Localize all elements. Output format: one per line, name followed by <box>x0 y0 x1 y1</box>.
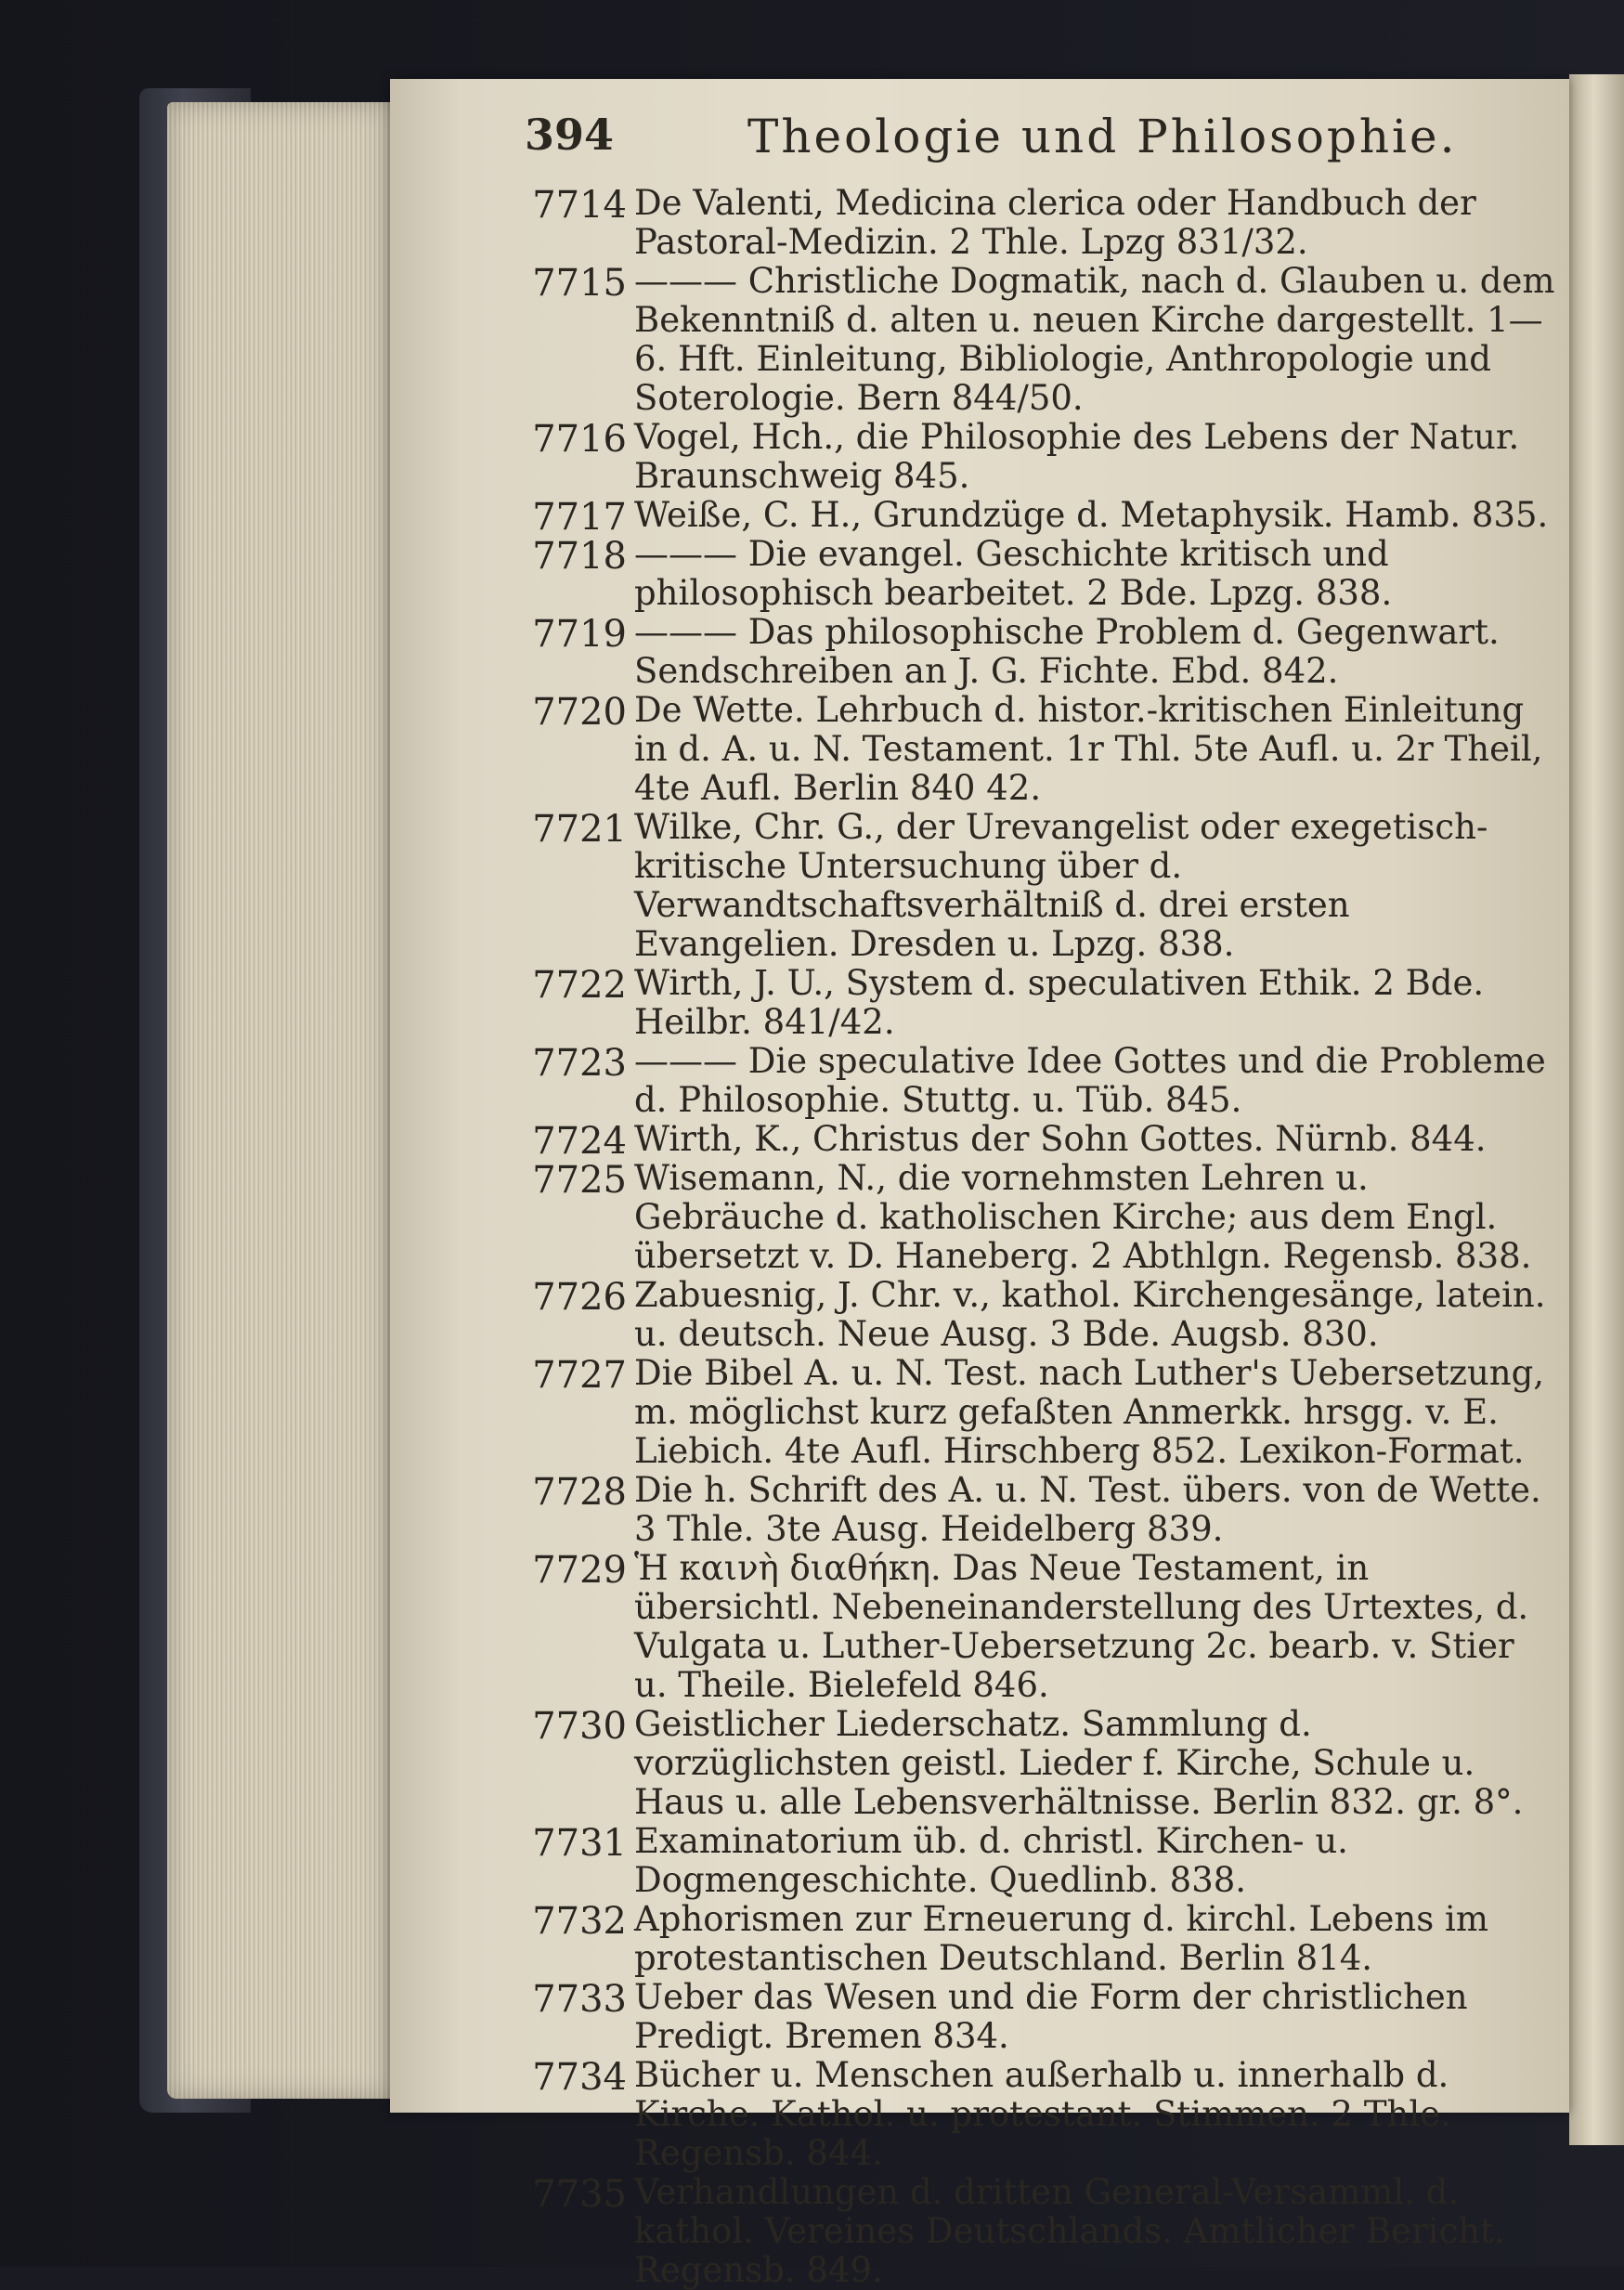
entry-number: 7726 <box>532 1276 627 1319</box>
catalog-entry <box>525 613 1555 691</box>
entry-number: 7720 <box>532 691 627 734</box>
entry-text: Wirth, K., Christus der Sohn Gottes. Nürnb. 844. <box>634 1119 1487 1159</box>
entry-number: 7717 <box>532 496 627 539</box>
facing-page-edge <box>1569 74 1624 2145</box>
catalog-entry <box>525 535 1555 613</box>
entry-text: Examinatorium üb. d. christl. Kirchen- u. Dogmengeschichte. Quedlinb. 838. <box>634 1821 1348 1900</box>
entry-text: Wirth, J. U., System d. speculativen Ethik. 2 Bde. Heilbr. 841/42. <box>634 963 1485 1042</box>
entry-text: Verhandlungen d. dritten General-Versamml. d. kathol. Vereines Deutschlands. Amtlicher Bericht. Regensb. 849. <box>634 2172 1505 2290</box>
catalog-entry <box>525 808 1555 964</box>
catalog-entry <box>525 1705 1555 1822</box>
catalog-entry <box>525 1354 1555 1471</box>
catalog-entry <box>525 691 1555 808</box>
catalog-entry <box>525 1119 1555 1163</box>
entry-text: Wisemann, N., die vornehmsten Lehren u. Gebräuche d. katholischen Kirche; aus dem Engl. übersetzt v. D. Haneberg. 2 Abthlgn. Regensb. 838. <box>634 1158 1532 1276</box>
entry-number: 7721 <box>532 808 627 851</box>
entry-number: 7734 <box>532 2056 627 2099</box>
entry-text: Die Bibel A. u. N. Test. nach Luther's Uebersetzung, m. möglichst kurz gefaßten Anmerkk. hrsgg. v. E. Liebich. 4te Aufl. Hirschberg 852. Lexikon-Format. <box>634 1353 1545 1471</box>
entry-number: 7714 <box>532 184 627 227</box>
entry-number: 7727 <box>532 1354 627 1397</box>
entry-text: Wilke, Chr. G., der Urevangelist oder exegetisch-kritische Untersuchung über d. Verwandtschaftsverhältniß d. drei ersten Evangelien. Dresden u. Lpzg. 838. <box>634 807 1488 964</box>
entry-text: Ἡ καινὴ διαθήκη. Das Neue Testament, in übersichtl. Nebeneinanderstellung des Urtextes, d. Vulgata u. Luther-Uebersetzung 2c. bearb. v. Stier u. Theile. Bielefeld 846. <box>634 1548 1529 1705</box>
entry-text: ——— Die speculative Idee Gottes und die Probleme d. Philosophie. Stuttg. u. Tüb. 845. <box>634 1041 1546 1120</box>
entry-text: Bücher u. Menschen außerhalb u. innerhalb d. Kirche. Kathol. u. protestant. Stimmen. 2 Thle. Regensb. 844. <box>634 2055 1451 2173</box>
catalog-entry <box>525 1471 1555 1549</box>
entry-text: De Wette. Lehrbuch d. histor.-kritischen Einleitung in d. A. u. N. Testament. 1r Thl. 5te Aufl. u. 2r Theil, 4te Aufl. Berlin 840 42. <box>634 690 1543 808</box>
entry-text: Geistlicher Liederschatz. Sammlung d. vorzüglichsten geistl. Lieder f. Kirche, Schule u. Haus u. alle Lebensverhältnisse. Berlin 832. gr. 8°. <box>634 1704 1524 1822</box>
entry-number: 7730 <box>532 1705 627 1748</box>
catalog-entries <box>525 184 1555 2290</box>
entry-text: Die h. Schrift des A. u. N. Test. übers. von de Wette. 3 Thle. 3te Ausg. Heidelberg 839. <box>634 1470 1541 1549</box>
catalog-entry <box>525 1900 1555 1978</box>
entry-number: 7716 <box>532 418 627 461</box>
entry-text: ——— Das philosophische Problem d. Gegenwart. Sendschreiben an J. G. Fichte. Ebd. 842. <box>634 612 1500 691</box>
catalog-entry <box>525 964 1555 1042</box>
entry-text: Ueber das Wesen und die Form der christlichen Predigt. Bremen 834. <box>634 1977 1468 2056</box>
catalog-entry <box>525 2173 1555 2290</box>
entry-number: 7719 <box>532 613 627 656</box>
running-title: Theologie und Philosophie. <box>747 110 1458 163</box>
entry-text: Vogel, Hch., die Philosophie des Lebens der Natur. Braunschweig 845. <box>634 417 1520 496</box>
page-edges <box>167 102 390 2099</box>
entry-number: 7732 <box>532 1900 627 1943</box>
catalog-entry <box>525 2056 1555 2173</box>
entry-number: 7729 <box>532 1549 627 1592</box>
entry-number: 7715 <box>532 262 627 305</box>
entry-number: 7735 <box>532 2173 627 2216</box>
entry-number: 7728 <box>532 1471 627 1514</box>
entry-text: ——— Christliche Dogmatik, nach d. Glauben u. dem Bekenntniß d. alten u. neuen Kirche dargestellt. 1—6. Hft. Einleitung, Bibliologie, Anthropologie und Soterologie. Bern 844/50. <box>634 261 1555 418</box>
entry-number: 7733 <box>532 1978 627 2021</box>
entry-number: 7731 <box>532 1822 627 1865</box>
page-number: 394 <box>525 110 615 160</box>
catalog-entry <box>525 1042 1555 1120</box>
catalog-entry <box>525 184 1555 262</box>
catalog-entry <box>525 418 1555 496</box>
entry-number: 7718 <box>532 535 627 578</box>
entry-text: Zabuesnig, J. Chr. v., kathol. Kirchengesänge, latein. u. deutsch. Neue Ausg. 3 Bde. Augsb. 830. <box>634 1275 1546 1354</box>
page-header <box>525 110 1565 165</box>
entry-text: Aphorismen zur Erneuerung d. kirchl. Lebens im protestantischen Deutschland. Berlin 814. <box>634 1899 1488 1978</box>
entry-text: Weiße, C. H., Grundzüge d. Metaphysik. Hamb. 835. <box>634 495 1549 535</box>
catalog-entry <box>525 1276 1555 1354</box>
entry-number: 7725 <box>532 1159 627 1202</box>
catalog-entry <box>525 1822 1555 1900</box>
catalog-entry <box>525 1159 1555 1276</box>
catalog-entry <box>525 1549 1555 1705</box>
catalog-entry <box>525 262 1555 418</box>
entry-number: 7722 <box>532 964 627 1007</box>
entry-number: 7724 <box>532 1120 627 1163</box>
entry-text: ——— Die evangel. Geschichte kritisch und philosophisch bearbeitet. 2 Bde. Lpzg. 838. <box>634 534 1393 613</box>
entry-number: 7723 <box>532 1042 627 1085</box>
entry-text: De Valenti, Medicina clerica oder Handbuch der Pastoral-Medizin. 2 Thle. Lpzg 831/32. <box>634 183 1476 262</box>
catalog-entry <box>525 1978 1555 2056</box>
catalog-entry <box>525 495 1555 539</box>
